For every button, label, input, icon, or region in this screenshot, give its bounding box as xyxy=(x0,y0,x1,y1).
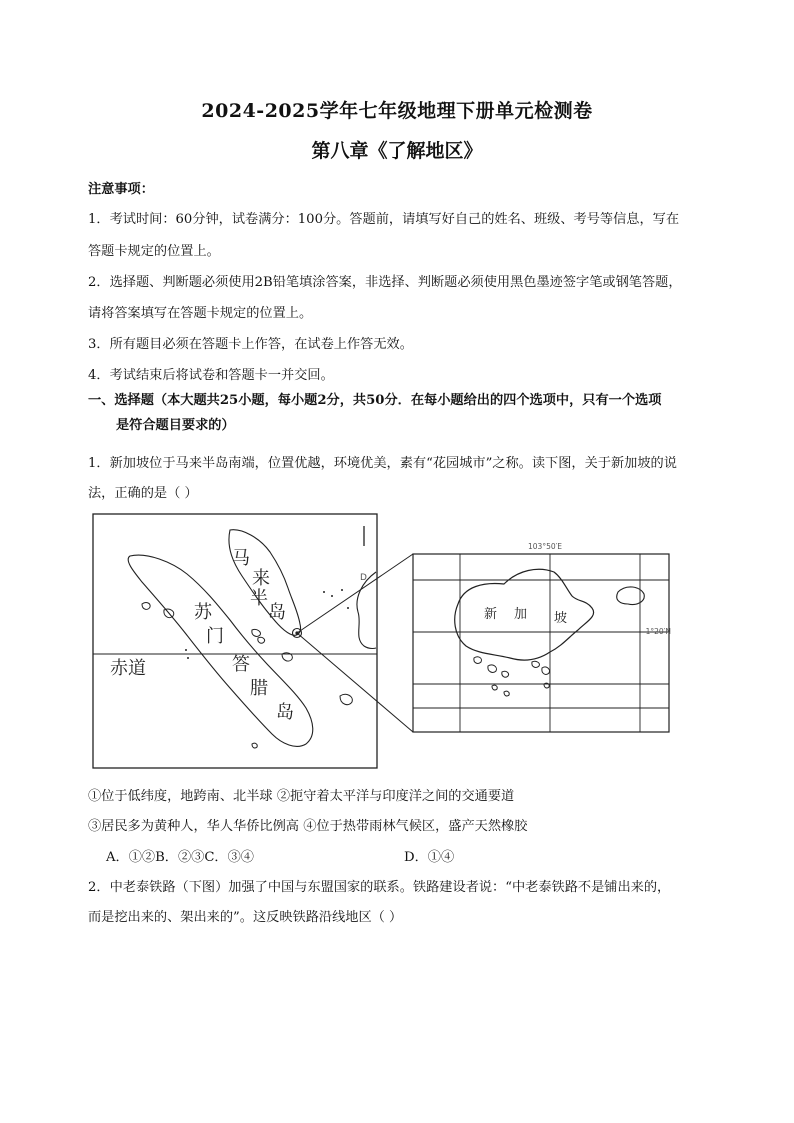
notice-heading: 注意事项： xyxy=(88,182,154,197)
question-2-stem-cont: 而是挖出来的、架出来的”。这反映铁路沿线地区（ ） xyxy=(88,910,403,925)
label-da: 答 xyxy=(232,654,250,675)
detail-map-frame xyxy=(413,554,669,732)
chapter-subtitle: 第八章《了解地区》 xyxy=(311,140,483,162)
label-xin: 新 xyxy=(484,607,498,622)
notice-line: 请将答案填写在答题卡规定的位置上。 xyxy=(88,306,313,321)
label-su: 苏 xyxy=(194,602,212,623)
label-jia: 加 xyxy=(514,607,528,622)
island xyxy=(142,603,150,610)
label-equator: 赤道 xyxy=(110,658,146,679)
label-dao2: 岛 xyxy=(276,702,294,723)
question-2-stem: 2．中老泰铁路（下图）加强了中国与东盟国家的联系。铁路建设者说：“中老泰铁路不是铺出来的， xyxy=(88,880,671,895)
label-po: 坡 xyxy=(554,611,568,626)
question-1-stem-cont: 法，正确的是（ ） xyxy=(88,486,198,501)
notice-line: 3．所有题目必须在答题卡上作答，在试卷上作答无效。 xyxy=(88,337,413,352)
longitude-label: 103°50′E xyxy=(528,542,563,551)
notice-line: 1．考试时间：60分钟，试卷满分：100分。答题前，请填写好自己的姓名、班级、考号等信息，写在 xyxy=(88,212,680,227)
notice-line: 4．考试结束后将试卷和答题卡一并交回。 xyxy=(88,368,334,383)
statement-line: ①位于低纬度，地跨南、北半球 ②扼守着太平洋与印度洋之间的交通要道 xyxy=(88,789,515,804)
label-la: 腊 xyxy=(250,678,268,699)
island xyxy=(340,694,352,704)
connector-line xyxy=(297,554,413,633)
singapore-location-map xyxy=(92,512,672,770)
section-heading-cont: 是符合题目要求的） xyxy=(116,418,235,433)
island xyxy=(252,629,261,636)
label-dao: 岛 xyxy=(268,602,286,623)
label-d: D xyxy=(360,573,367,583)
label-ma: 马 xyxy=(232,548,250,569)
label-men: 门 xyxy=(206,626,224,647)
label-lai: 来 xyxy=(252,568,270,589)
notice-line: 2．选择题、判断题必须使用2B铅笔填涂答案，非选择、判断题必须使用黑色墨迹签字笔或钢笔答题， xyxy=(88,275,682,290)
connector-line xyxy=(297,633,413,732)
latitude-label: 1°20′N xyxy=(645,627,671,636)
notice-line: 答题卡规定的位置上。 xyxy=(88,244,220,259)
borneo-edge xyxy=(357,572,376,649)
statement-line: ③居民多为黄种人，华人华侨比例高 ④位于热带雨林气候区，盛产天然橡胶 xyxy=(88,819,528,834)
island xyxy=(252,743,257,748)
option-abc: A．①②B．②③C．③④ xyxy=(106,850,254,865)
island xyxy=(258,637,265,643)
question-1-stem: 1．新加坡位于马来半岛南端，位置优越，环境优美，素有“花园城市”之称。读下图，关于新加坡的说 xyxy=(88,456,677,471)
option-d: D．①④ xyxy=(404,850,455,865)
label-ban: 半 xyxy=(250,588,268,609)
section-heading: 一、选择题（本大题共25小题，每小题2分，共50分．在每小题给出的四个选项中，只有一个选项 xyxy=(88,393,662,408)
exam-title: 2024-2025学年七年级地理下册单元检测卷 xyxy=(201,100,593,122)
